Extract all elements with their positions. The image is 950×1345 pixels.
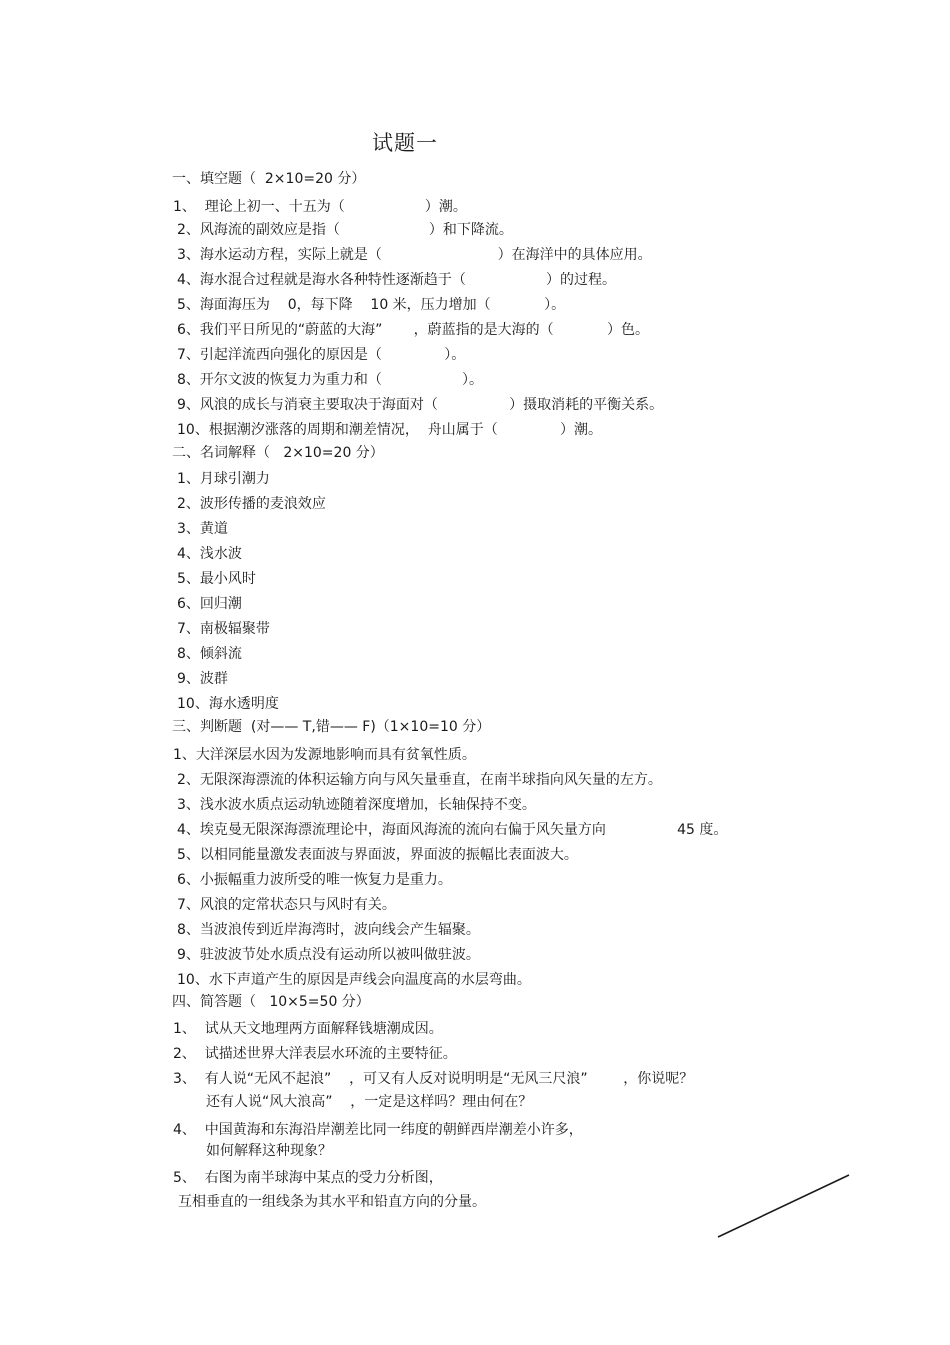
fill-blank-question: 7、引起洋流西向强化的原因是（ ）。 [177,347,466,363]
fill-blank-question: 9、风浪的成长与消衰主要取决于海面对（ ）摄取消耗的平衡关系。 [177,397,664,413]
term-item: 5、最小风时 [177,571,256,587]
term-item: 1、月球引潮力 [177,471,270,487]
true-false-question: 4、埃克曼无限深海漂流理论中，海面风海流的流向右偏于风矢量方向 45 度。 [177,822,728,838]
term-item: 7、南极辐聚带 [177,621,270,637]
short-answer-question-continued: 还有人说“风大浪高” ，一定是这样吗？理由何在？ [206,1094,533,1110]
term-item: 4、浅水波 [177,546,242,562]
fill-blank-question: 5、海面海压为 0，每下降 10 米，压力增加（ ）。 [177,297,566,313]
true-false-question: 8、当波浪传到近岸海湾时，波向线会产生辐聚。 [177,922,480,938]
term-item: 9、波群 [177,671,228,687]
fill-blank-question: 10、根据潮汐涨落的周期和潮差情况， 舟山属于（ ）潮。 [177,422,603,438]
short-answer-question: 3、 有人说“无风不起浪” ，可又有人反对说明明是“无风三尺浪” ，你说呢？ [173,1071,694,1087]
section-heading-short-answer: 四、简答题（ 10×5=50 分） [172,994,370,1010]
term-item: 3、黄道 [177,521,228,537]
fill-blank-question: 1、 理论上初一、十五为（ ）潮。 [173,199,467,215]
force-diagram-line [715,1172,855,1242]
term-item: 10、海水透明度 [177,696,279,712]
true-false-question: 2、无限深海漂流的体积运输方向与风矢量垂直，在南半球指向风矢量的左方。 [177,772,662,788]
short-answer-question: 4、 中国黄海和东海沿岸潮差比同一纬度的朝鲜西岸潮差小许多， [173,1122,583,1138]
short-answer-question: 2、 试描述世界大洋表层水环流的主要特征。 [173,1046,457,1062]
short-answer-question: 1、 试从天文地理两方面解释钱塘潮成因。 [173,1021,443,1037]
fill-blank-question: 6、我们平日所见的“蔚蓝的大海” ，蔚蓝指的是大海的（ ）色。 [177,322,649,338]
true-false-question: 7、风浪的定常状态只与风时有关。 [177,897,396,913]
short-answer-question: 5、 右图为南半球海中某点的受力分析图， [173,1170,443,1186]
short-answer-question-continued: 如何解释这种现象？ [206,1143,332,1159]
term-item: 8、倾斜流 [177,646,242,662]
page-title: 试题一 [372,131,438,155]
term-item: 6、回归潮 [177,596,242,612]
true-false-question: 5、以相同能量激发表面波与界面波，界面波的振幅比表面波大。 [177,847,578,863]
section-heading-fill-blank: 一、填空题（ 2×10=20 分） [172,171,366,187]
fill-blank-question: 2、风海流的副效应是指（ ）和下降流。 [177,222,513,238]
true-false-question: 6、小振幅重力波所受的唯一恢复力是重力。 [177,872,452,888]
fill-blank-question: 4、海水混合过程就是海水各种特性逐渐趋于（ ）的过程。 [177,272,617,288]
fill-blank-question: 3、海水运动方程，实际上就是（ ）在海洋中的具体应用。 [177,247,652,263]
true-false-question: 10、水下声道产生的原因是声线会向温度高的水层弯曲。 [177,972,531,988]
term-item: 2、波形传播的麦浪效应 [177,496,326,512]
section-heading-true-false: 三、判断题 (对—— T,错—— F)（1×10=10 分） [172,719,491,735]
section-heading-terms: 二、名词解释（ 2×10=20 分） [172,445,384,461]
true-false-question: 3、浅水波水质点运动轨迹随着深度增加，长轴保持不变。 [177,797,536,813]
short-answer-question-continued: 互相垂直的一组线条为其水平和铅直方向的分量。 [178,1194,486,1210]
true-false-question: 9、驻波波节处水质点没有运动所以被叫做驻波。 [177,947,480,963]
true-false-question: 1、大洋深层水因为发源地影响而具有贫氧性质。 [173,747,476,763]
fill-blank-question: 8、开尔文波的恢复力为重力和（ ）。 [177,372,484,388]
